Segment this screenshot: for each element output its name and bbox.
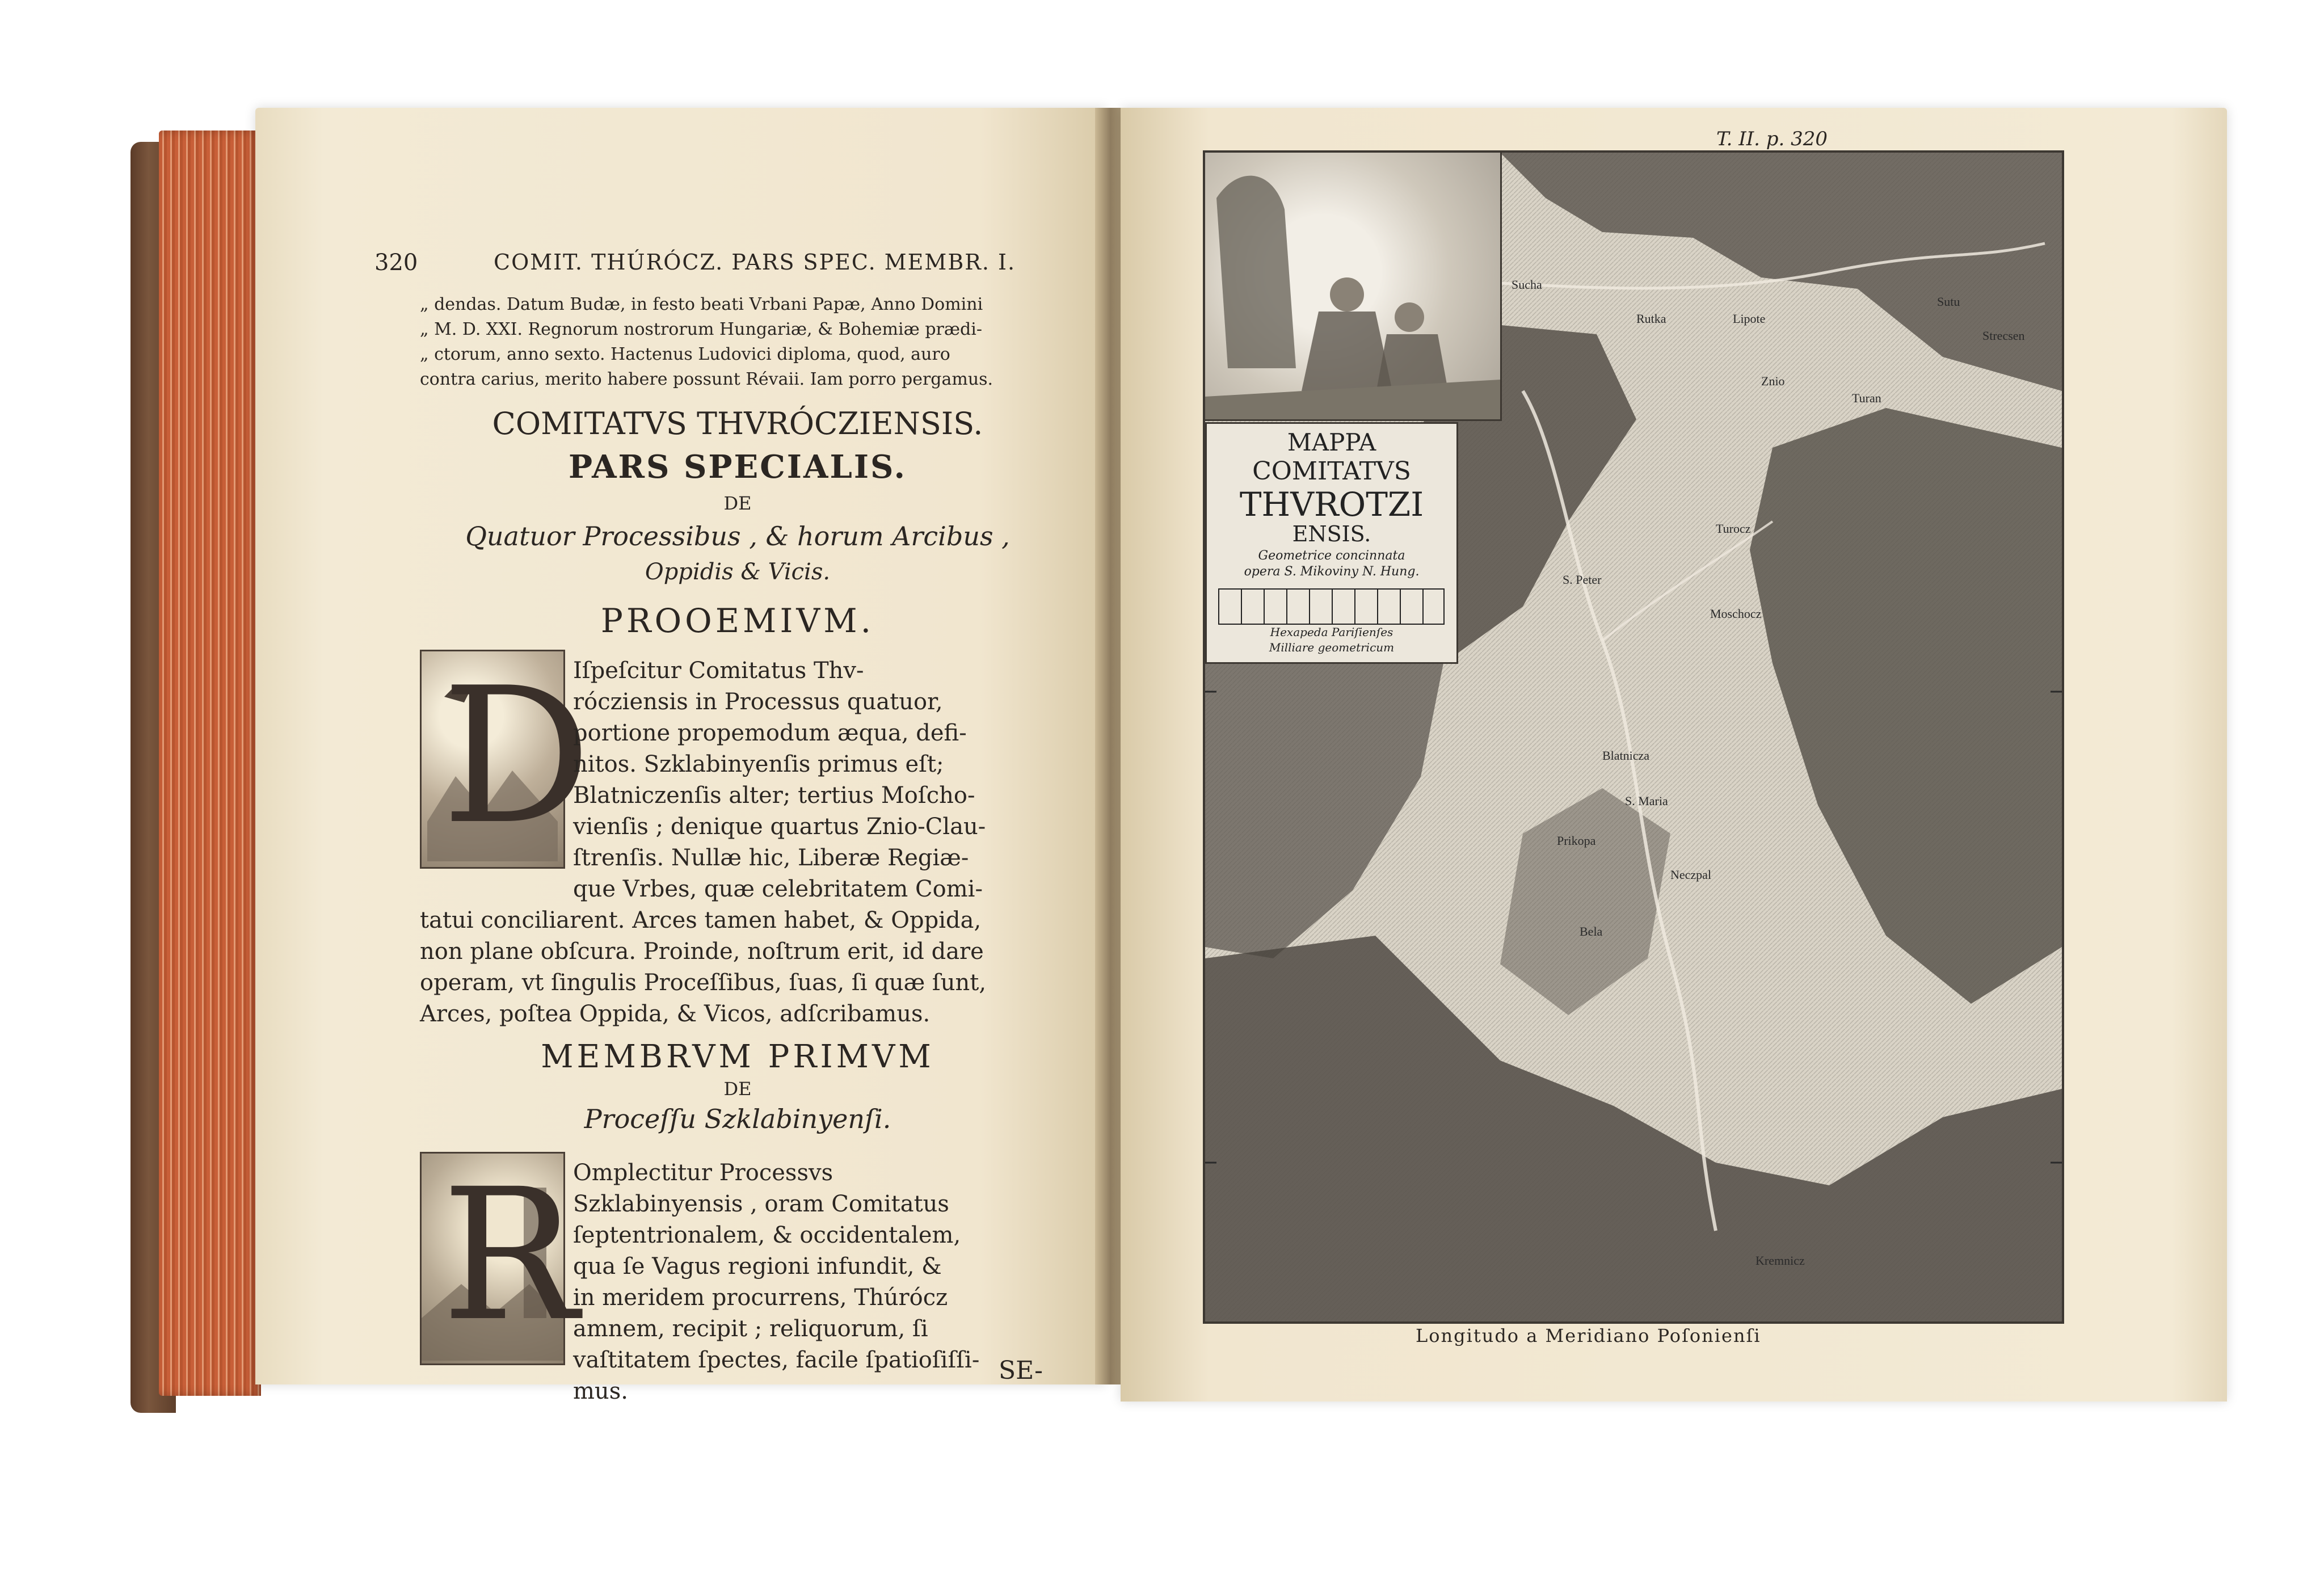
membrum-subtitle: Proceſſu Szklabinyenſi.: [584, 1104, 891, 1134]
text-line: in meridem procurrens, Thúrócz: [573, 1285, 948, 1311]
membrum-text: [573, 1158, 1067, 1407]
dropcap-d-illustration: [420, 647, 592, 869]
membrum-de: DE: [723, 1078, 752, 1100]
map-place-label: Sutu: [1937, 294, 1960, 309]
page-number: 320: [374, 250, 418, 276]
cartouche-geometrice: Geometrice concinnata: [1258, 549, 1405, 563]
text-line: Omplectitur Processvs: [573, 1160, 833, 1186]
map-place-label: S. Peter: [1563, 573, 1602, 587]
text-line: mus.: [573, 1378, 628, 1404]
map-place-label: Moschocz: [1710, 607, 1762, 621]
text-line: qua ſe Vagus regioni infundit, &: [573, 1253, 942, 1280]
catchword: SE-: [999, 1356, 1043, 1385]
map-place-label: Znio: [1761, 374, 1785, 388]
subtitle-line-2: Oppidis & Vicis.: [645, 559, 831, 585]
map-title-cartouche: [1205, 422, 1458, 664]
cartouche-mappa: MAPPA: [1287, 428, 1376, 456]
text-line: que Vrbes, quæ celebritatem Comi-: [573, 876, 983, 902]
section-title: COMITATVS THVRÓCZIENSIS.: [492, 406, 983, 441]
right-page: [1121, 108, 2227, 1402]
plate-mark: T. II. p. 320: [1716, 128, 1828, 150]
text-line: non plane obſcura. Proinde, noſtrum erit, id dare: [420, 938, 984, 965]
map-plate: [1203, 150, 2064, 1324]
cartouche-thurotzi: THVROTZI: [1239, 485, 1424, 524]
text-line: vaſtitatem ſpectes, facile ſpatioſiſſi-: [573, 1347, 980, 1373]
text-line: Blatniczenſis alter; tertius Moſcho-: [573, 782, 975, 809]
figures-scene-icon: [1205, 153, 1500, 419]
text-line: Arces, poſtea Oppida, & Vicos, adſcribamus.: [420, 1001, 931, 1027]
text-line: nitos. Szklabinyenſis primus eſt;: [573, 751, 944, 777]
intro-line: „ dendas. Datum Budæ, in festo beati Vrbani Papæ, Anno Domini: [420, 294, 983, 314]
map-place-label: Turan: [1852, 391, 1881, 405]
dropcap-d-letter: D: [441, 647, 592, 865]
intro-line: „ M. D. XXI. Regnorum nostrorum Hungariæ, & Bohemiæ prædi-: [420, 319, 982, 339]
text-line: vienſis ; denique quartus Znio-Clau-: [573, 814, 986, 840]
proemium-heading: PROOEMIVM.: [600, 601, 875, 640]
text-line: operam, vt ſingulis Proceſſibus, ſuas, ſi quæ ſunt,: [420, 970, 987, 996]
left-page: [255, 108, 1106, 1404]
map-place-label: Rutka: [1636, 312, 1666, 326]
intro-line: „ ctorum, anno sexto. Hactenus Ludovici diploma, quod, auro: [420, 344, 950, 364]
text-line: ſtrenſis. Nullæ hic, Liberæ Regiæ-: [573, 845, 969, 871]
proemium-text-wide: [420, 905, 1067, 1030]
text-line: amnem, recipit ; reliquorum, ſi: [573, 1316, 928, 1342]
subtitle-line-1: Quatuor Processibus , & horum Arcibus ,: [465, 521, 1010, 552]
proemium-text-narrow: [573, 655, 1067, 905]
dropcap-r-illustration: [420, 1150, 578, 1365]
title-de: DE: [723, 493, 752, 514]
text-line: portione propemodum æqua, defi-: [573, 720, 967, 746]
map-place-label: Strecsen: [1982, 329, 2025, 343]
scale-bar: [1218, 588, 1445, 625]
text-line: rócziensis in Processus quatuor,: [573, 689, 943, 715]
running-head: COMIT. THÚRÓCZ. PARS SPEC. MEMBR. I.: [494, 250, 1016, 275]
intro-line: contra carius, merito habere possunt Révaii. Iam porro pergamus.: [420, 369, 993, 389]
map-place-label: Sucha: [1512, 277, 1542, 292]
map-bottom-caption: Longitudo a Meridiano Poſonienſi: [1416, 1325, 1761, 1346]
map-place-label: Bela: [1580, 924, 1603, 938]
scale-label-1: Hexapeda Pariſienſes: [1270, 625, 1393, 639]
text-line: Iſpeſcitur Comitatus Thv-: [573, 658, 864, 684]
membrum-heading: MEMBRVM PRIMVM: [541, 1038, 934, 1075]
scale-label-2: Milliare geometricum: [1269, 641, 1395, 654]
map-place-label: Turocz: [1716, 521, 1751, 536]
map-place-label: Prikopa: [1557, 834, 1596, 848]
page-edges: [159, 131, 261, 1396]
cartouche-ensis: ENSIS.: [1292, 521, 1371, 546]
section-title-2: PARS SPECIALIS.: [569, 448, 907, 486]
map-place-label: S. Maria: [1625, 794, 1668, 808]
dropcap-r-letter: R: [441, 1150, 578, 1361]
map-place-label: Neczpal: [1670, 868, 1712, 882]
map-place-label: Kremnicz: [1755, 1253, 1805, 1268]
map-place-label: Blatnicza: [1602, 748, 1650, 763]
intro-paragraph: [420, 292, 1061, 392]
cartouche-scene: [1205, 153, 1502, 421]
cartouche-comitatus: COMITATVS: [1252, 457, 1411, 486]
text-line: Szklabinyensis , oram Comitatus: [573, 1191, 949, 1217]
text-line: ſeptentrionalem, & occidentalem,: [573, 1222, 961, 1248]
cartouche-author: opera S. Mikoviny N. Hung.: [1244, 565, 1420, 579]
map-place-label: Lipote: [1733, 312, 1766, 326]
text-line: tatui conciliarent. Arces tamen habet, & Oppida,: [420, 907, 982, 933]
